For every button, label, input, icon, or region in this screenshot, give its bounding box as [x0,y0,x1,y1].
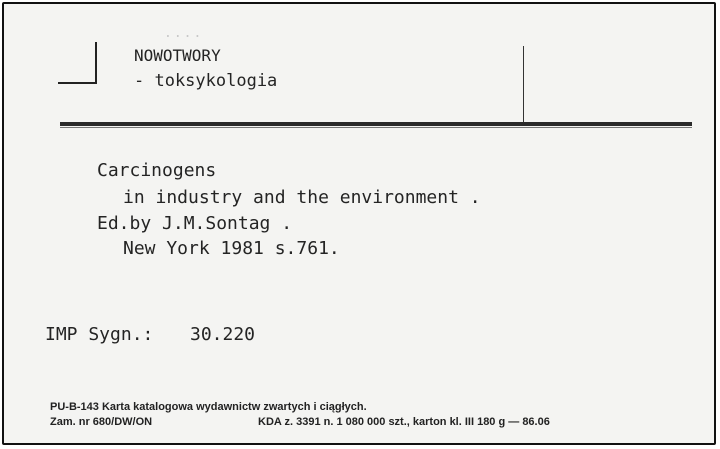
faint-overprint-text: .... [164,26,204,41]
corner-mark-vertical [95,42,97,84]
footer-order-number: Zam. nr 680/DW/ON [50,416,153,428]
entry-subtitle-line: in industry and the environment . [123,187,481,208]
entry-editor-line: Ed.by J.M.Sontag . [97,213,293,234]
catalog-card [2,2,716,445]
entry-title-line: Carcinogens [97,160,217,181]
signature-label: IMP Sygn.: [45,324,154,345]
subject-subheading: - toksykologia [134,71,278,91]
footer-form-line: PU-B-143 Karta katalogowa wydawnictw zwartych i ciągłych. [50,401,367,413]
footer-print-details: KDA z. 3391 n. 1 080 000 szt., karton kl. III 180 g — 86.06 [258,416,550,428]
header-vertical-divider [523,46,524,124]
signature-value: 30.220 [190,324,256,345]
header-rule-shadow [60,127,692,128]
header-rule [60,122,692,126]
subject-heading: NOWOTWORY [134,46,221,65]
entry-imprint-line: New York 1981 s.761. [123,238,340,259]
corner-mark-horizontal [58,82,97,84]
